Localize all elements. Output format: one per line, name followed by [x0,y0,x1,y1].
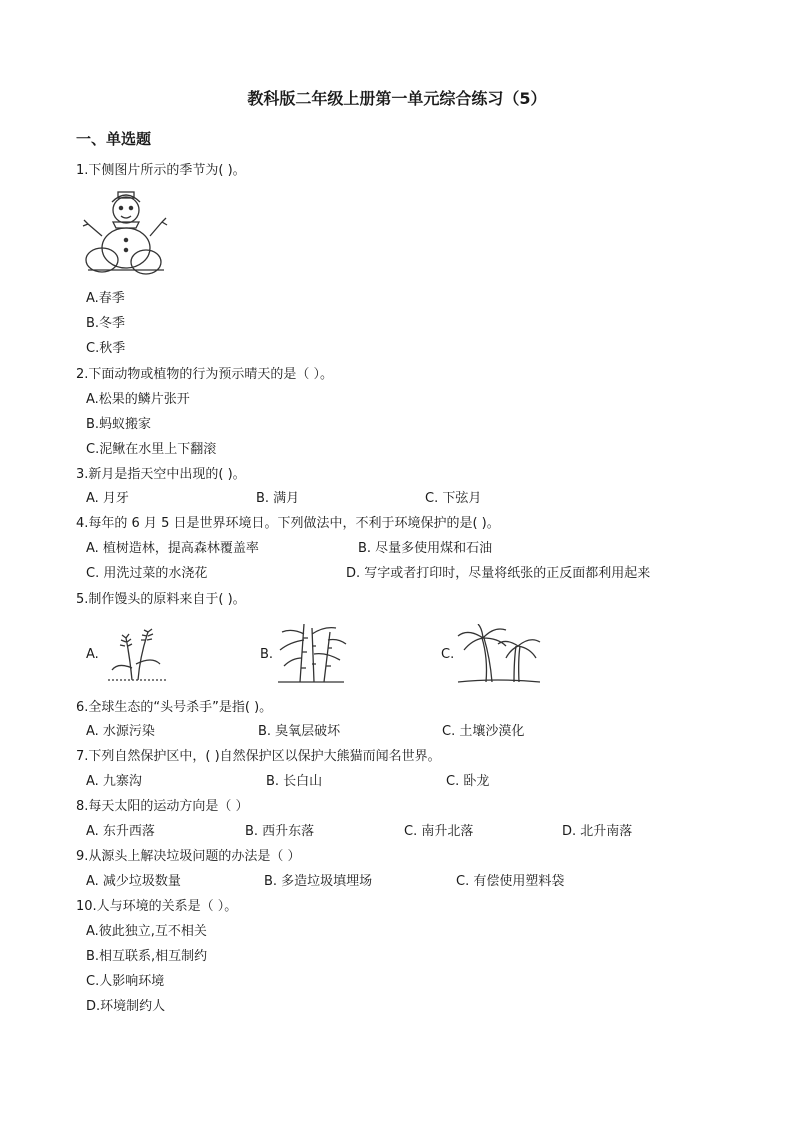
q3-option-a[interactable]: A. 月牙 [86,491,129,506]
q5-option-b[interactable]: B. [260,647,274,662]
q4-option-a[interactable]: A. 植树造林，提高森林覆盖率 [86,541,259,556]
q1-option-c[interactable]: C.秋季 [86,341,126,356]
q5-option-c[interactable]: C. [441,647,455,662]
q7-option-c[interactable]: C. 卧龙 [446,774,490,789]
q4-option-b[interactable]: B. 尽量多使用煤和石油 [358,541,493,556]
question-3-stem: 3.新月是指天空中出现的( )。 [76,467,246,482]
q9-option-a[interactable]: A. 减少垃圾数量 [86,874,181,889]
bamboo-image [274,620,348,684]
palm-tree-image [456,624,542,686]
q2-option-a[interactable]: A.松果的鳞片张开 [86,392,190,407]
q3-option-b[interactable]: B. 满月 [256,491,300,506]
q2-option-c[interactable]: C.泥鳅在水里上下翻滚 [86,442,217,457]
question-9-stem: 9.从源头上解决垃圾问题的办法是（ ） [76,849,301,864]
question-6-stem: 6.全球生态的“头号杀手”是指( )。 [76,700,273,715]
q6-option-c[interactable]: C. 土壤沙漠化 [442,724,525,739]
q2-option-b[interactable]: B.蚂蚁搬家 [86,417,152,432]
q7-option-b[interactable]: B. 长白山 [266,774,323,789]
q10-option-d[interactable]: D.环境制约人 [86,999,166,1014]
q10-option-a[interactable]: A.彼此独立,互不相关 [86,924,207,939]
question-10-stem: 10.人与环境的关系是（ ）。 [76,899,238,914]
page-title: 教科版二年级上册第一单元综合练习（5） [247,89,547,108]
question-1-stem: 1.下侧图片所示的季节为( )。 [76,163,246,178]
question-4-stem: 4.每年的 6 月 5 日是世界环境日。下列做法中，不利于环境保护的是( )。 [76,516,500,531]
question-7-stem: 7.下列自然保护区中，( )自然保护区以保护大熊猫而闻名世界。 [76,749,441,764]
q8-option-b[interactable]: B. 西升东落 [245,824,315,839]
q6-option-a[interactable]: A. 水源污染 [86,724,155,739]
question-8-stem: 8.每天太阳的运动方向是（ ） [76,799,249,814]
wheat-image [102,618,170,682]
question-5-stem: 5.制作馒头的原料来自于( )。 [76,592,246,607]
q6-option-b[interactable]: B. 臭氧层破坏 [258,724,341,739]
q8-option-c[interactable]: C. 南升北落 [404,824,474,839]
section-heading: 一、单选题 [76,130,152,148]
q1-option-a[interactable]: A.春季 [86,291,125,306]
q1-option-b[interactable]: B.冬季 [86,316,126,331]
q7-option-a[interactable]: A. 九寨沟 [86,774,142,789]
snowman-image [80,188,168,280]
q3-option-c[interactable]: C. 下弦月 [425,491,482,506]
q8-option-d[interactable]: D. 北升南落 [562,824,633,839]
q9-option-b[interactable]: B. 多造垃圾填埋场 [264,874,373,889]
q9-option-c[interactable]: C. 有偿使用塑料袋 [456,874,565,889]
q8-option-a[interactable]: A. 东升西落 [86,824,155,839]
q4-option-d[interactable]: D. 写字或者打印时，尽量将纸张的正反面都利用起来 [346,566,651,581]
q4-option-c[interactable]: C. 用洗过菜的水浇花 [86,566,208,581]
question-2-stem: 2.下面动物或植物的行为预示晴天的是（ ）。 [76,367,334,382]
q10-option-c[interactable]: C.人影响环境 [86,974,165,989]
q5-option-a[interactable]: A. [86,647,99,662]
q10-option-b[interactable]: B.相互联系,相互制约 [86,949,208,964]
